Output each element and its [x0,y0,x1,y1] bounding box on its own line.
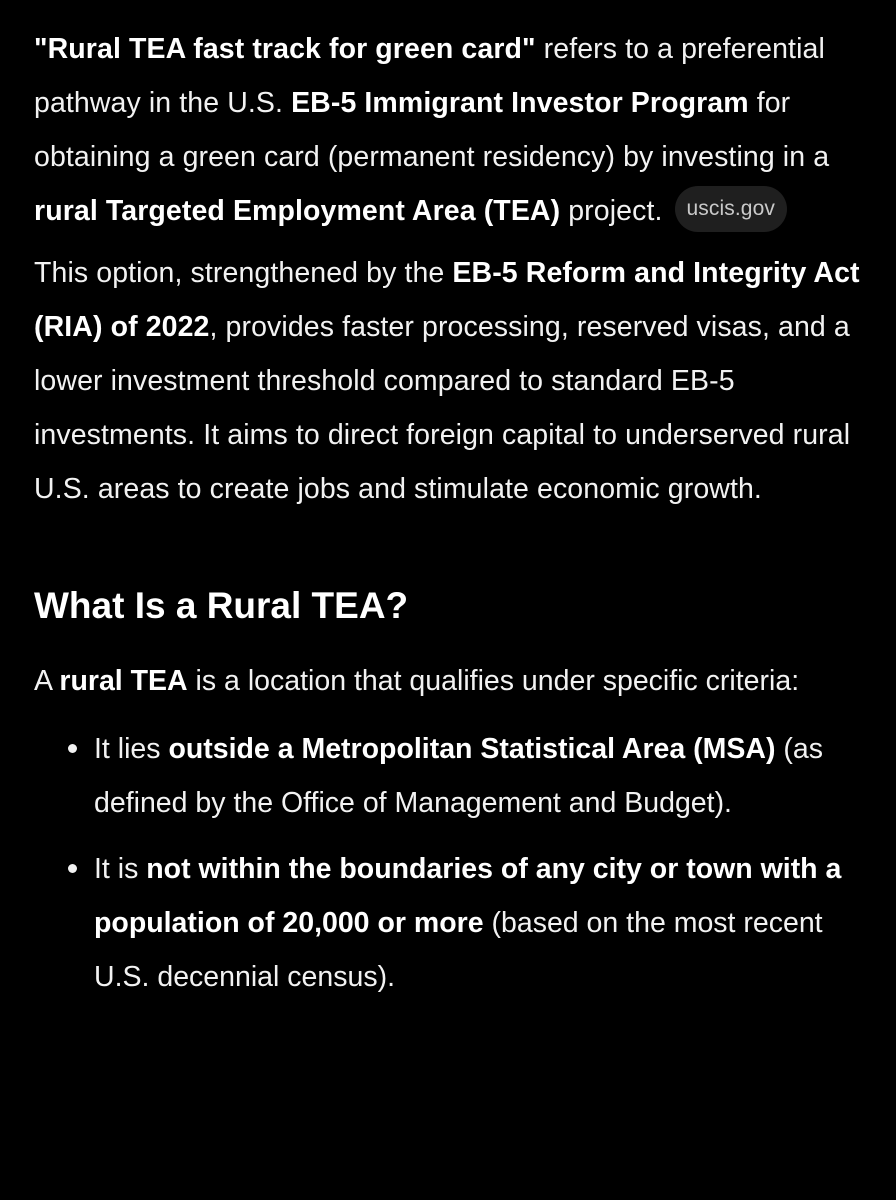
bold-term: EB-5 Immigrant Investor Program [291,87,749,119]
text-span: refers to a preferential pathway in the U.S. [34,33,825,119]
bold-term: "Rural TEA fast track for green card" [34,33,536,65]
text-span: for obtaining a green card (permanent residency) by investing in a [34,87,830,173]
section-intro-paragraph [34,654,866,708]
text-span: , provides faster processing, reserved visas, and a lower investment threshold compared to standard EB-5 investments. It aims to direct foreign capital to underserved rural U.S. areas to create jobs and stimulate economic growth. [34,311,851,505]
details-paragraph [34,246,866,516]
bold-term: rural TEA [59,665,188,697]
text-span: It is [94,853,147,885]
intro-paragraph [34,22,866,238]
bullet-dot-icon [68,864,77,873]
text-span: A [34,665,60,697]
text-span: (as defined by the Office of Management and Budget). [94,733,823,819]
text-span: It lies [94,733,169,765]
text-span: project. [560,195,663,227]
list-item [94,722,866,830]
text-span: is a location that qualifies under specific criteria: [187,665,800,697]
bold-term: rural Targeted Employment Area (TEA) [34,195,561,227]
bold-term: outside a Metropolitan Statistical Area (MSA) [168,733,776,765]
list-item [94,842,866,1004]
bullet-dot-icon [68,744,77,753]
bold-term: not within the boundaries of any city or town with a population of 20,000 or more [94,853,842,939]
text-span: (based on the most recent U.S. decennial census). [94,907,823,993]
section-heading: What Is a Rural TEA? [34,585,409,626]
criteria-list [34,722,866,1004]
source-citation-chip[interactable]: uscis.gov [675,186,787,232]
bold-term: EB-5 Reform and Integrity Act (RIA) of 2022 [34,257,860,343]
text-span: This option, strengthened by the [34,257,453,289]
